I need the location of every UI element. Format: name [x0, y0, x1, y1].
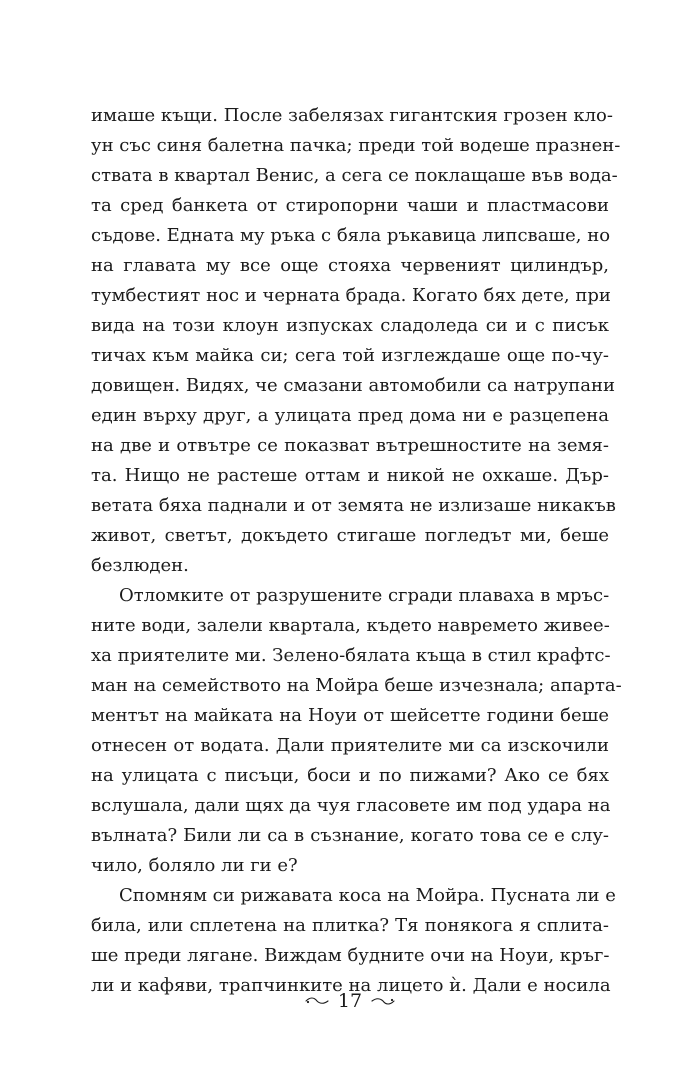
text-line: та. Нищо не растеше оттам и никой не охкаше. Дър- [91, 465, 609, 486]
text-line: тичах към майка си; сега той изглеждаше още по-чу- [91, 345, 609, 366]
text-line: един върху друг, а улицата пред дома ни е разцепена [91, 405, 609, 426]
text-line: та сред банкета от стиропорни чаши и пластмасови [91, 195, 609, 216]
text-line: ментът на майката на Ноуи от шейсетте години беше [91, 705, 609, 726]
text-line: ветата бяха паднали и от земята не излизаше никакъв [91, 495, 616, 516]
paragraph-first-line: Отломките от разрушените сгради плаваха в мръс- [119, 585, 610, 606]
text-line: ха приятелите ми. Зелено-бялата къща в стил крафтс- [91, 645, 611, 666]
right-flourish-ornament [371, 996, 395, 1006]
paragraph-last-line: чило, боляло ли ги е? [91, 855, 298, 876]
text-line: на две и отвътре се показват вътрешностите на земя- [91, 435, 609, 456]
text-line: вслушала, дали щях да чуя гласовете им под удара на [91, 795, 611, 816]
text-line: на главата му все още стояха червеният цилиндър, [91, 255, 609, 276]
text-line: живот, светът, докъдето стигаше погледът ми, беше [91, 525, 609, 546]
text-line: ун със синя балетна пачка; преди той водеше празнен- [91, 135, 621, 156]
paragraph-first-line: Спомням си рижавата коса на Мойра. Пусната ли е [119, 885, 616, 906]
left-flourish-ornament [305, 996, 329, 1006]
text-line: ните води, залели квартала, където навремето живее- [91, 615, 610, 636]
text-line: ствата в квартал Венис, а сега се поклащаше във вода- [91, 165, 618, 186]
text-line: тумбестият нос и черната брада. Когато бях дете, при [91, 285, 611, 306]
text-line: ман на семейството на Мойра беше изчезнала; апарта- [91, 675, 622, 696]
text-line: ли и кафяви, трапчинките на лицето ѝ. Дали е носила [91, 975, 611, 996]
text-line: вълната? Били ли са в съзнание, когато това се е слу- [91, 825, 609, 846]
text-line: ше преди лягане. Виждам будните очи на Ноуи, кръг- [91, 945, 610, 966]
text-line: вида на този клоун изпусках сладоледа си и с писък [91, 315, 609, 336]
text-line: била, или сплетена на плитка? Тя понякога я сплита- [91, 915, 609, 936]
page-number: 17 [337, 990, 363, 1012]
text-line: довищен. Видях, че смазани автомобили са натрупани [91, 375, 616, 396]
paragraph-last-line: безлюден. [91, 555, 189, 576]
text-line: на улицата с писъци, боси и по пижами? Ако се бях [91, 765, 609, 786]
text-line: отнесен от водата. Дали приятелите ми са изскочили [91, 735, 609, 756]
text-line: имаше къщи. После забелязах гигантския грозен кло- [91, 105, 613, 126]
page-number-footer [0, 988, 700, 1013]
text-line: съдове. Едната му ръка с бяла ръкавица липсваше, но [91, 225, 611, 246]
